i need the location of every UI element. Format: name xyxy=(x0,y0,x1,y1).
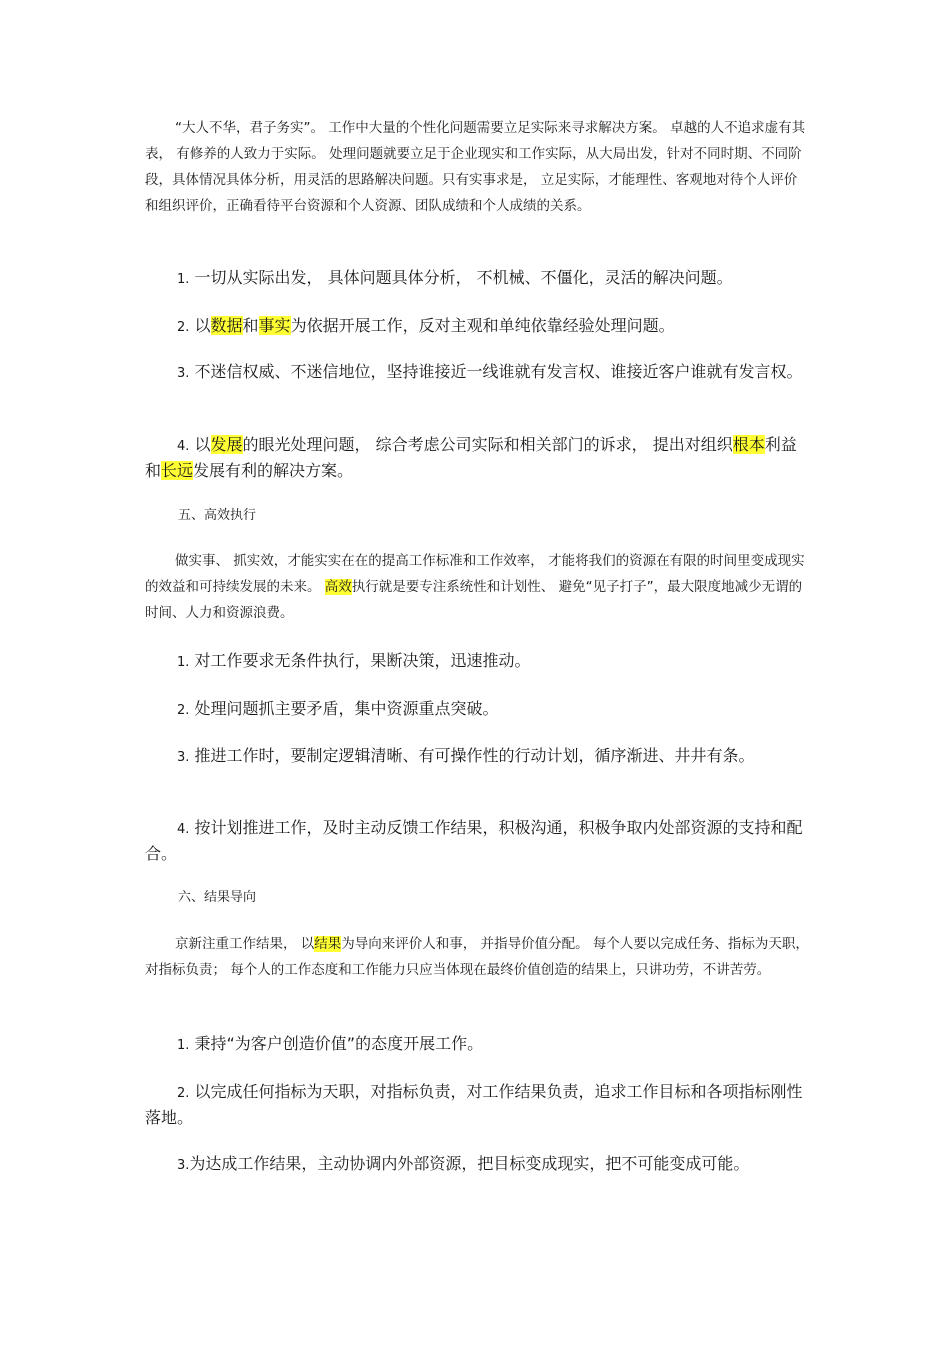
item-text: 利益和 xyxy=(145,435,797,480)
highlight: 高效 xyxy=(324,579,352,595)
section-heading: 六、结果导向 xyxy=(178,890,257,905)
para-text: 为导向来评价人和事， 并指导价值分配。 每个人要以完成任务、指标为天职， 对指标负责； 每个人的工作态度和工作能力只应当体现在最终价值创造的结果上，只讲功劳，不讲苦劳。 xyxy=(145,936,809,978)
item-text: 对工作要求无条件执行，果断决策，迅速推动。 xyxy=(194,651,531,670)
list-item xyxy=(145,360,810,386)
item-number: 1. xyxy=(177,1038,190,1053)
item-text: 一切从实际出发， 具体问题具体分析， 不机械、不僵化，灵活的解决问题。 xyxy=(194,268,733,287)
item-number: 1. xyxy=(177,655,190,670)
list-item xyxy=(145,1080,810,1130)
list-item xyxy=(145,1032,810,1058)
item-number: 3. xyxy=(177,366,190,381)
list-item xyxy=(145,816,810,866)
list-item xyxy=(145,266,810,292)
item-number: 4. xyxy=(177,822,190,837)
item-text: 处理问题抓主要矛盾，集中资源重点突破。 xyxy=(194,699,499,718)
item-number: 2. xyxy=(177,703,190,718)
item-text: 以 xyxy=(194,435,211,454)
item-number: 4. xyxy=(177,439,190,454)
highlight: 事实 xyxy=(258,316,291,335)
item-text: 和 xyxy=(242,316,259,335)
item-text: 以完成任何指标为天职，对指标负责，对工作结果负责，追求工作目标和各项指标刚性落地。 xyxy=(145,1082,803,1127)
item-text: 发展有利的解决方案。 xyxy=(193,461,354,480)
list-item xyxy=(145,697,810,723)
item-text: 不迷信权威、不迷信地位，坚持谁接近一线谁就有发言权、谁接近客户谁就有发言权。 xyxy=(194,362,803,381)
list-item xyxy=(145,649,810,675)
para-text: 执行就是要专注系统性和计划性、 避免“见子打子”，最大限度地减少无谓的时间、人力和资源浪费。 xyxy=(145,579,803,621)
item-number: 2. xyxy=(177,1086,190,1101)
intro-paragraph xyxy=(145,115,810,219)
highlight: 发展 xyxy=(210,435,243,454)
item-text: 按计划推进工作，及时主动反馈工作结果，积极沟通，积极争取内处部资源的支持和配合。 xyxy=(145,818,803,863)
para-text: 做实事、 抓实效，才能实实在在的提高工作标准和工作效率， 才能将我们的资源在有限的时间里变成现实的效益和可持续发展的未来。 xyxy=(145,553,805,595)
item-text: 为达成工作结果，主动协调内外部资源，把目标变成现实，把不可能变成可能。 xyxy=(189,1154,750,1173)
item-text: 以 xyxy=(194,316,211,335)
item-text: 的眼光处理问题， 综合考虑公司实际和相关部门的诉求， 提出对组织 xyxy=(242,435,733,454)
section5-paragraph xyxy=(145,548,810,626)
list-item xyxy=(145,314,810,340)
item-text: 秉持“为客户创造价值”的态度开展工作。 xyxy=(194,1034,484,1053)
item-number: 1. xyxy=(177,272,190,287)
highlight: 长远 xyxy=(161,461,194,480)
item-text: 推进工作时，要制定逻辑清晰、有可操作性的行动计划，循序渐进、井井有条。 xyxy=(194,746,755,765)
section6-paragraph xyxy=(145,931,810,983)
item-number: 3. xyxy=(177,750,190,765)
list-item xyxy=(145,433,810,483)
section-heading: 五、高效执行 xyxy=(178,508,257,523)
intro-text: “大人不华，君子务实”。 工作中大量的个性化问题需要立足实际来寻求解决方案。 卓越的人不追求虚有其表， 有修养的人致力于实际。 处理问题就要立足于企业现实和工作实际，从大局出发，针对不同时期、不同阶段，具体情况具体分析，用灵活的思路解决问题。只有实事求是， 立足实际，才能理性、客观地对待个人评价和组织评价，正确看待平台资源和个人资源、团队成绩和个人成绩的关系。 xyxy=(145,120,806,214)
item-text: 为依据开展工作，反对主观和单纯依靠经验处理问题。 xyxy=(290,316,675,335)
list-item xyxy=(145,1152,810,1178)
highlight: 结果 xyxy=(314,936,342,952)
item-number: 2. xyxy=(177,320,190,335)
list-item xyxy=(145,744,810,770)
highlight: 根本 xyxy=(732,435,765,454)
item-number: 3. xyxy=(177,1158,190,1173)
para-text: 京新注重工作结果， 以 xyxy=(175,936,315,952)
highlight: 数据 xyxy=(210,316,243,335)
